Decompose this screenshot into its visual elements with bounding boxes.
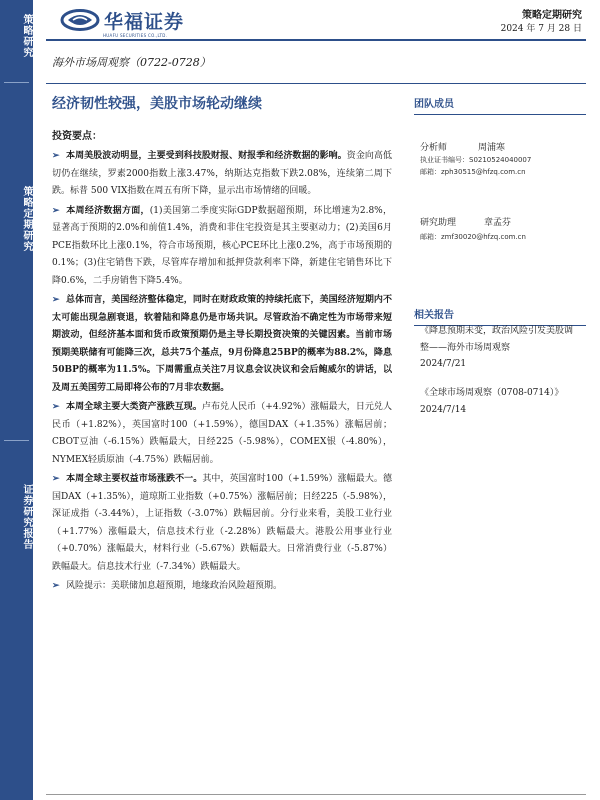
header-rule — [46, 39, 586, 41]
summary-section — [52, 127, 392, 598]
summary-paragraph: ➢ 本周经济数据方面，(1)美国第二季度实际GDP数据超预期，环比增速为2.8%，显著高于预期的2.0%和前值1.4%，消费和非住宅投资是其主要驱动力；(2)美国6月PCE指数环比上涨0.1%，符合市场预期，核心PCE环比上涨0.2%，高于市场预期的0.1%；(3)住宅销售下跌，尽管库存增加和抵押贷款利率下降，新建住宅销售环比下降0.6%，二手房销售下降5.4%。 — [52, 203, 392, 291]
company-logo — [60, 6, 184, 34]
company-subtitle: HUAFU SECURITIES CO.,LTD. — [103, 33, 168, 38]
bullet-arrow-icon: ➢ — [52, 474, 60, 484]
assistant-email: 邮箱：zmf30020@hfzq.com.cn — [420, 233, 526, 241]
report-type: 策略定期研究 — [522, 10, 582, 21]
bullet-arrow-icon: ➢ — [52, 581, 60, 591]
bullet-arrow-icon: ➢ — [52, 205, 60, 216]
sidebar — [0, 0, 33, 800]
bullet-arrow-icon: ➢ — [52, 402, 60, 412]
sidebar-divider — [4, 440, 29, 441]
team-section — [414, 95, 586, 115]
report-date: 2024 年 7 月 28 日 — [500, 24, 582, 34]
summary-paragraph: ➢ 总体而言，美国经济整体稳定，同时在财政政策的持续托底下，美国经济短期内不太可能出现急剧衰退，软着陆和降息仍是市场共识。尽管政治不确定性为市场带来短期波动，但经济基本面和货币政策预期仍是主导长期投资决策的关键因素。当前市场预期美联储有可能降三次，总共75个基点，9月份降息25BP的概率为88.2%，降息50BP的概率为11.5%。下周需重点关注7月议息会议决议和会后鲍威尔的讲话，以及周五美国劳工局即将公布的7月非农数据。 — [52, 292, 392, 397]
related-report-date: 2024/7/21 — [420, 359, 467, 369]
related-report-date: 2024/7/14 — [420, 405, 467, 415]
company-name: 华福证券 — [104, 10, 185, 33]
team-heading: 团队成员 — [414, 99, 454, 110]
analyst-name: 周浦寒 — [478, 143, 506, 153]
logo-mark-icon — [60, 9, 100, 31]
title-rule — [46, 83, 586, 84]
series-title: 海外市场周观察（0722-0728） — [52, 56, 211, 69]
page-title: 经济韧性较强，美股市场轮动继续 — [52, 96, 262, 112]
assistant-role: 研究助理 — [420, 218, 457, 228]
related-report-title[interactable]: 《降息预期未变，政治风险引发美股调整——海外市场周观察 — [420, 326, 574, 353]
summary-paragraph: ➢ 本周美股波动明显，主要受到科技股财报、财报季和经济数据的影响。资金向高低切仍在继续，罗素2000指数上涨3.47%，纳斯达克指数下跌2.08%，连续第二周下跌。标普 500 VIX指数在周五有所下降，显示出市场情绪的回暖。 — [52, 148, 392, 201]
sidebar-label-periodic: 策略定期研究 — [21, 186, 32, 252]
sidebar-divider — [4, 82, 29, 83]
sidebar-label-strategy: 策略研究 — [21, 14, 32, 58]
assistant-name: 章孟芬 — [484, 218, 512, 228]
team-rule — [414, 114, 586, 115]
summary-paragraph: ➢ 本周全球主要大类资产涨跌互现。卢布兑人民币（+4.92%）涨幅最大，日元兑人民币（+1.82%），英国富时100（+1.59%），德国DAX（+1.35%）涨幅居前；CBOT豆油（-6.15%）跌幅最大，日经225（-5.98%），COMEX银（-4.80%），NYMEX轻质原油（-4.75%）跌幅居前。 — [52, 399, 392, 469]
summary-paragraph: ➢ 本周全球主要权益市场涨跌不一。其中，英国富时100（+1.59%）涨幅最大。德国DAX（+1.35%），道琼斯工业指数（+0.75%）涨幅居前；日经225（-5.98%），深证成指（-3.44%），上证指数（-3.07%）跌幅居前。分行业来看，美股工业行业（+1.77%）涨幅最大，信息技术行业（-2.28%）跌幅最大。港股公用事业行业（+0.70%）涨幅最大，材料行业（-5.67%）跌幅最大。日常消费行业（-5.87%）跌幅最大。信息技术行业（-7.34%）跌幅最大。 — [52, 471, 392, 576]
related-heading: 相关报告 — [414, 310, 454, 321]
analyst-cert: 执业证书编号：S0210524040007 — [420, 156, 532, 164]
analyst-role: 分析师 — [420, 143, 448, 153]
summary-heading: 投资要点： — [52, 131, 102, 142]
analyst-email: 邮箱：zph30515@hfzq.com.cn — [420, 168, 526, 176]
related-report-title[interactable]: 《全球市场周观察（0708-0714）》 — [420, 388, 564, 398]
sidebar-label-report: 证券研究报告 — [21, 484, 32, 550]
risk-warning: ➢ 风险提示：美联储加息超预期，地缘政治风险超预期。 — [52, 578, 392, 596]
bullet-arrow-icon: ➢ — [52, 151, 60, 161]
footer-rule — [46, 794, 586, 795]
bullet-arrow-icon: ➢ — [52, 295, 60, 305]
